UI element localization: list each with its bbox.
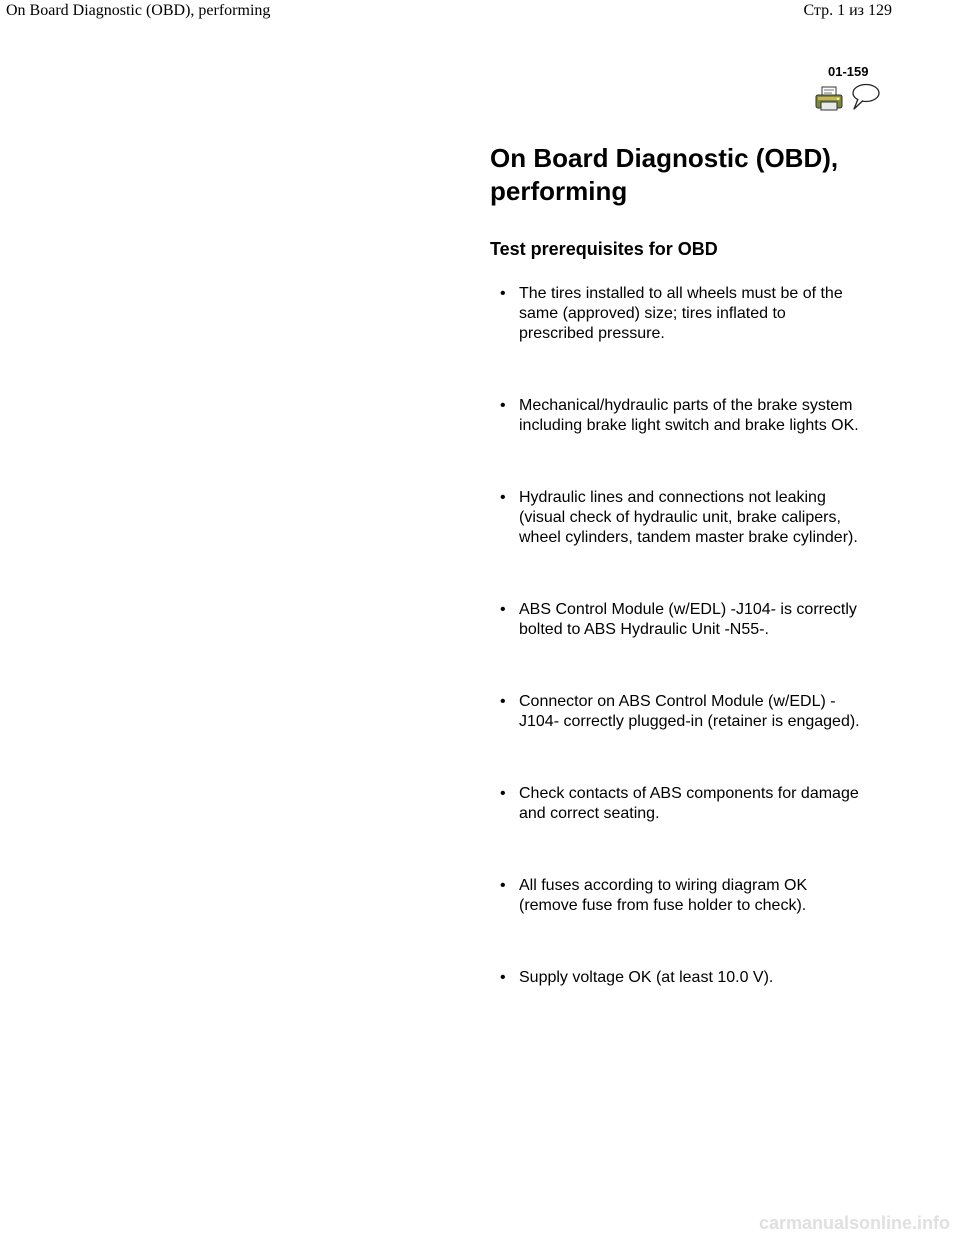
list-item-text: Mechanical/hydraulic parts of the brake system including brake light switch and brake lights OK.: [519, 397, 859, 434]
prerequisites-list: [490, 284, 862, 988]
list-item-text: The tires installed to all wheels must be of the same (approved) size; tires inflated to prescribed pressure.: [519, 285, 843, 342]
main-content: [490, 142, 910, 1040]
page-indicator: Стр. 1 из 129: [803, 2, 892, 19]
list-item: [490, 968, 862, 988]
list-item-text: ABS Control Module (w/EDL) -J104- is correctly bolted to ABS Hydraulic Unit -N55-.: [519, 601, 857, 638]
page-title-line1: On Board Diagnostic (OBD),: [490, 143, 839, 173]
bullet-icon: •: [500, 285, 506, 302]
section-subtitle: Test prerequisites for OBD: [490, 239, 718, 259]
list-item: [490, 600, 862, 640]
list-item: [490, 284, 862, 344]
list-item: [490, 876, 862, 916]
list-item-text: Hydraulic lines and connections not leaking (visual check of hydraulic unit, brake calipers, wheel cylinders, tandem master brake cylinder).: [519, 489, 858, 546]
list-item: [490, 692, 862, 732]
list-item-text: Check contacts of ABS components for damage and correct seating.: [519, 785, 859, 822]
list-item: [490, 784, 862, 824]
list-item: [490, 488, 862, 548]
printer-icon[interactable]: [815, 86, 843, 112]
watermark: carmanualsonline.info: [758, 1213, 950, 1233]
document-header-title: On Board Diagnostic (OBD), performing: [6, 2, 271, 19]
bullet-icon: •: [500, 969, 506, 986]
page-code: 01-159: [828, 64, 869, 79]
page-title-line2: performing: [490, 176, 628, 206]
list-item-text: Connector on ABS Control Module (w/EDL) -J104- correctly plugged-in (retainer is engaged).: [519, 693, 860, 730]
list-item-text: Supply voltage OK (at least 10.0 V).: [519, 969, 774, 986]
bullet-icon: •: [500, 785, 506, 802]
list-item-text: All fuses according to wiring diagram OK (remove fuse from fuse holder to check).: [519, 877, 808, 914]
page-title: [490, 142, 910, 208]
bullet-icon: •: [500, 397, 506, 414]
bullet-icon: •: [500, 601, 506, 618]
speech-bubble-icon[interactable]: [849, 82, 881, 112]
bullet-icon: •: [500, 693, 506, 710]
bullet-icon: •: [500, 877, 506, 894]
list-item: [490, 396, 862, 436]
bullet-icon: •: [500, 489, 506, 506]
